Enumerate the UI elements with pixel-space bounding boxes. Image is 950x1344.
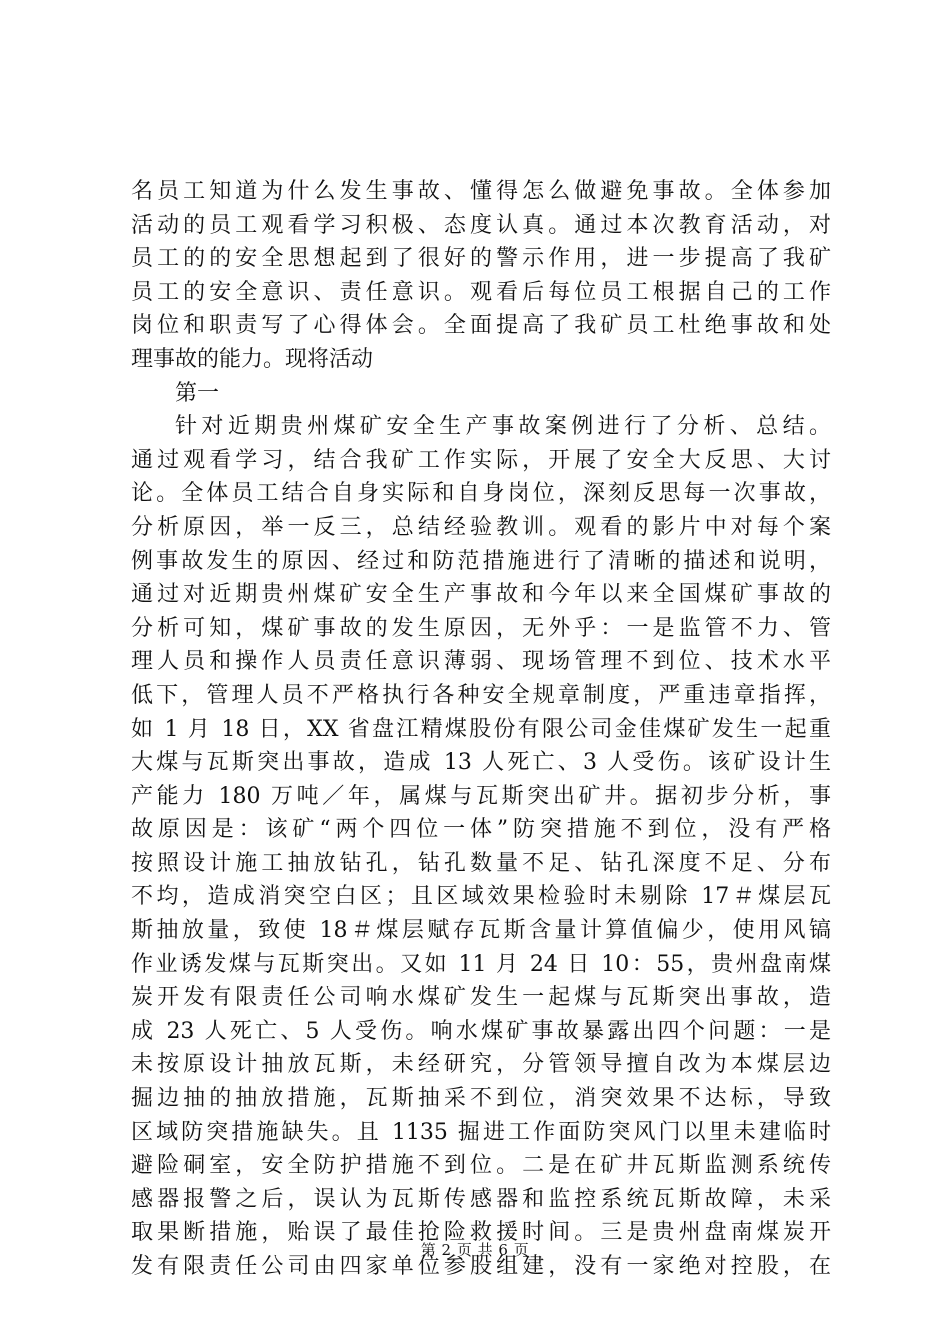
text-line: 如 1 月 18 日，XX 省盘江精煤股份有限公司金佳煤矿发生一起重 bbox=[131, 716, 831, 742]
text-line: 员工的的安全思想起到了很好的警示作用，进一步提高了我矿 bbox=[131, 246, 831, 272]
text-line: 分析原因，举一反三，总结经验教训。观看的影片中对每个案 bbox=[131, 514, 831, 540]
text-line: 针对近期贵州煤矿安全生产事故案例进行了分析、总结。 bbox=[175, 414, 831, 440]
text-line: 取果断措施，贻误了最佳抢险救援时间。三是贵州盘南煤炭开 bbox=[131, 1220, 831, 1246]
text-line: 区域防突措施缺失。且 1135 掘进工作面防突风门以里未建临时 bbox=[131, 1119, 831, 1145]
text-line: 理人员和操作人员责任意识薄弱、现场管理不到位、技术水平 bbox=[131, 649, 831, 675]
text-line: 炭开发有限责任公司响水煤矿发生一起煤与瓦斯突出事故，造 bbox=[131, 985, 831, 1011]
text-line: 员工的安全意识、责任意识。观看后每位员工根据自己的工作 bbox=[131, 279, 831, 305]
text-line: 故原因是：该矿“两个四位一体”防突措施不到位，没有严格 bbox=[131, 817, 831, 843]
text-line: 感器报警之后，误认为瓦斯传感器和监控系统瓦斯故障，未采 bbox=[131, 1186, 831, 1212]
text-line: 通过观看学习，结合我矿工作实际，开展了安全大反思、大讨 bbox=[131, 447, 831, 473]
text-line: 例事故发生的原因、经过和防范措施进行了清晰的描述和说明， bbox=[131, 548, 831, 574]
text-line: 未按原设计抽放瓦斯，未经研究，分管领导擅自改为本煤层边 bbox=[131, 1052, 831, 1078]
text-line: 活动的员工观看学习积极、态度认真。通过本次教育活动，对 bbox=[131, 212, 831, 238]
text-line: 不均，造成消突空白区；且区域效果检验时未剔除 17＃煤层瓦 bbox=[131, 884, 831, 910]
text-line: 作业诱发煤与瓦斯突出。又如 11 月 24 日 10：55，贵州盘南煤 bbox=[131, 951, 831, 977]
page-number-footer: 第 2 页 共 6 页 bbox=[420, 1241, 530, 1259]
text-line: 避险硐室，安全防护措施不到位。二是在矿井瓦斯监测系统传 bbox=[131, 1153, 831, 1179]
text-line: 通过对近期贵州煤矿安全生产事故和今年以来全国煤矿事故的 bbox=[131, 582, 831, 608]
text-line: 按照设计施工抽放钻孔，钻孔数量不足、钻孔深度不足、分布 bbox=[131, 850, 831, 876]
text-line: 斯抽放量，致使 18＃煤层赋存瓦斯含量计算值偏少，使用风镐 bbox=[131, 918, 831, 944]
text-line: 分析可知，煤矿事故的发生原因，无外乎：一是监管不力、管 bbox=[131, 615, 831, 641]
text-line: 大煤与瓦斯突出事故，造成 13 人死亡、3 人受伤。该矿设计生 bbox=[131, 750, 831, 776]
text-line: 产能力 180 万吨／年，属煤与瓦斯突出矿井。据初步分析，事 bbox=[131, 783, 831, 809]
text-line: 掘边抽的抽放措施，瓦斯抽采不到位，消突效果不达标，导致 bbox=[131, 1086, 831, 1112]
text-line: 岗位和职责写了心得体会。全面提高了我矿员工杜绝事故和处 bbox=[131, 313, 831, 339]
text-line: 成 23 人死亡、5 人受伤。响水煤矿事故暴露出四个问题：一是 bbox=[131, 1018, 831, 1044]
text-line: 发有限责任公司由四家单位参股组建，没有一家绝对控股，在 bbox=[131, 1254, 831, 1279]
text-line: 名员工知道为什么发生事故、懂得怎么做避免事故。全体参加 bbox=[131, 179, 831, 204]
text-line: 理事故的能力。现将活动 bbox=[131, 346, 374, 372]
section-heading: 第一 bbox=[175, 380, 220, 406]
text-line: 低下，管理人员不严格执行各种安全规章制度，严重违章指挥， bbox=[131, 682, 831, 708]
text-line: 论。全体员工结合自身实际和自身岗位，深刻反思每一次事故， bbox=[131, 481, 831, 507]
body-text bbox=[131, 175, 831, 1284]
